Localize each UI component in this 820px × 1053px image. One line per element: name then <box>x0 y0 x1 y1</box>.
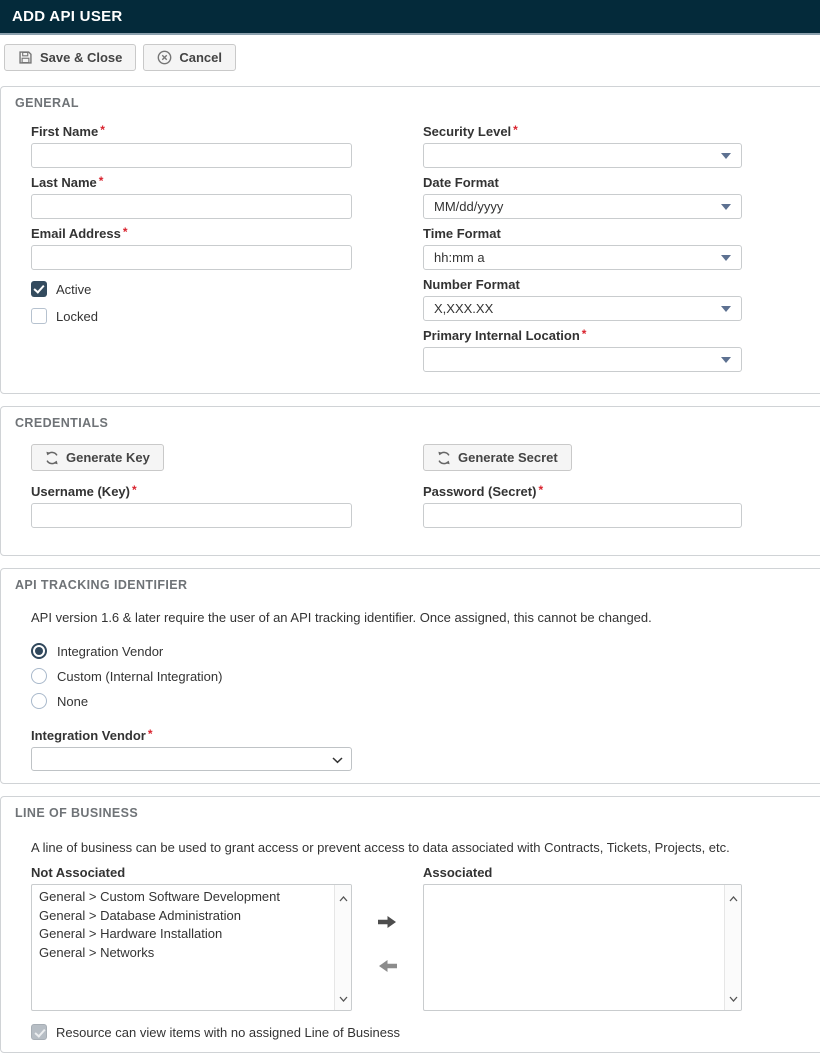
field-integration-vendor <box>31 728 820 771</box>
section-api-tracking-title: API TRACKING IDENTIFIER <box>15 578 188 592</box>
required-mark: * <box>581 327 587 341</box>
custom-internal-integration-radio-label: Custom (Internal Integration) <box>57 668 223 684</box>
not-associated-scrollbar[interactable] <box>334 885 351 1010</box>
section-general <box>0 86 820 394</box>
not-associated-listbox[interactable] <box>31 884 352 1011</box>
cancel-icon <box>157 50 172 65</box>
toolbar <box>0 35 820 86</box>
radio-row-integration-vendor <box>31 643 820 659</box>
last-name-label: Last Name * <box>31 174 104 190</box>
dropdown-caret-icon <box>721 306 731 312</box>
username-key-input[interactable] <box>31 503 352 528</box>
not-associated-label: Not Associated <box>31 865 126 880</box>
generate-key-button[interactable] <box>31 444 164 471</box>
generate-key-label: Generate Key <box>66 450 150 465</box>
required-mark: * <box>513 123 518 137</box>
line-of-business-description: A line of business can be used to grant access or prevent access to data associated with Contracts, Tickets, Projects, etc. <box>31 840 730 855</box>
field-date-format <box>423 175 742 219</box>
first-name-input[interactable] <box>31 143 352 168</box>
save-icon <box>18 50 33 65</box>
integration-vendor-select-label: Integration Vendor * <box>31 727 153 743</box>
dropdown-caret-icon <box>721 204 731 210</box>
primary-internal-location-label: Primary Internal Location * <box>423 327 587 343</box>
integration-vendor-radio[interactable] <box>31 643 47 659</box>
none-radio-label: None <box>57 693 89 709</box>
none-radio[interactable] <box>31 693 47 709</box>
api-tracking-description: API version 1.6 & later require the user of an API tracking identifier. Once assigned, this cannot be changed. <box>31 610 652 625</box>
cancel-button[interactable] <box>143 44 236 71</box>
chevron-down-icon <box>332 752 343 767</box>
email-address-input[interactable] <box>31 245 352 270</box>
email-address-label: Email Address * <box>31 225 128 241</box>
save-close-button[interactable] <box>4 44 136 71</box>
associated-scrollbar[interactable] <box>724 885 741 1010</box>
scroll-up-icon[interactable] <box>729 890 738 905</box>
generate-secret-button[interactable] <box>423 444 572 471</box>
number-format-value: X,XXX.XX <box>434 301 494 316</box>
locked-checkbox-row <box>31 308 352 324</box>
username-key-label: Username (Key) * <box>31 483 137 499</box>
field-last-name <box>31 175 352 219</box>
list-item[interactable]: General > Database Administration <box>39 907 241 923</box>
required-mark: * <box>147 727 153 741</box>
integration-vendor-radio-label: Integration Vendor <box>57 643 164 659</box>
scroll-down-icon[interactable] <box>339 990 348 1005</box>
field-time-format <box>423 226 742 270</box>
section-api-tracking <box>0 568 820 784</box>
section-credentials <box>0 406 820 556</box>
integration-vendor-select[interactable] <box>31 747 352 771</box>
time-format-label: Time Format <box>423 226 501 241</box>
required-mark: * <box>98 174 104 188</box>
time-format-value: hh:mm a <box>434 250 485 265</box>
section-line-of-business <box>0 796 820 1053</box>
first-name-label: First Name * <box>31 123 105 139</box>
radio-row-custom <box>31 668 820 684</box>
cancel-label: Cancel <box>179 50 223 65</box>
dropdown-caret-icon <box>721 255 731 261</box>
view-no-lob-checkbox-row <box>31 1024 820 1040</box>
section-credentials-title: CREDENTIALS <box>15 416 109 430</box>
locked-label: Locked <box>56 308 98 324</box>
dropdown-caret-icon <box>721 357 731 363</box>
required-mark: * <box>122 225 128 239</box>
generate-secret-label: Generate Secret <box>458 450 558 465</box>
field-number-format <box>423 277 742 321</box>
number-format-dropdown[interactable] <box>423 296 742 321</box>
security-level-dropdown[interactable] <box>423 143 742 168</box>
active-checkbox-row <box>31 281 352 297</box>
date-format-dropdown[interactable] <box>423 194 742 219</box>
section-line-of-business-title: LINE OF BUSINESS <box>15 806 139 820</box>
required-mark: * <box>538 483 544 497</box>
page-header <box>0 0 820 35</box>
date-format-value: MM/dd/yyyy <box>434 199 504 214</box>
field-first-name <box>31 124 352 168</box>
field-email-address <box>31 226 352 270</box>
move-right-arrow-button[interactable] <box>378 915 397 929</box>
associated-listbox[interactable] <box>423 884 742 1011</box>
primary-internal-location-dropdown[interactable] <box>423 347 742 372</box>
list-item[interactable]: General > Custom Software Development <box>39 889 280 904</box>
list-item[interactable]: General > Hardware Installation <box>39 926 223 941</box>
field-security-level <box>423 124 742 168</box>
time-format-dropdown[interactable] <box>423 245 742 270</box>
last-name-input[interactable] <box>31 194 352 219</box>
date-format-label: Date Format <box>423 175 499 190</box>
dropdown-caret-icon <box>721 153 731 159</box>
required-mark: * <box>100 123 105 137</box>
active-label: Active <box>56 281 92 297</box>
password-secret-input[interactable] <box>423 503 742 528</box>
required-mark: * <box>132 483 137 497</box>
field-password-secret <box>423 484 742 528</box>
view-no-lob-checkbox <box>31 1024 47 1040</box>
locked-checkbox[interactable] <box>31 308 47 324</box>
security-level-label: Security Level * <box>423 123 518 139</box>
field-primary-internal-location <box>423 328 742 372</box>
scroll-down-icon[interactable] <box>729 990 738 1005</box>
list-item[interactable]: General > Networks <box>39 944 155 960</box>
save-close-label: Save & Close <box>40 50 123 65</box>
custom-internal-integration-radio[interactable] <box>31 668 47 684</box>
section-general-title: GENERAL <box>15 96 79 110</box>
view-no-lob-label: Resource can view items with no assigned Line of Business <box>56 1024 400 1040</box>
associated-label: Associated <box>423 865 493 880</box>
field-username-key <box>31 484 352 528</box>
active-checkbox[interactable] <box>31 281 47 297</box>
refresh-icon <box>437 451 451 465</box>
password-secret-label: Password (Secret) * <box>423 483 544 499</box>
number-format-label: Number Format <box>423 277 520 292</box>
move-left-arrow-button[interactable] <box>378 959 397 973</box>
refresh-icon <box>45 451 59 465</box>
page-title: ADD API USER <box>12 8 123 25</box>
scroll-up-icon[interactable] <box>339 890 348 905</box>
radio-row-none <box>31 693 820 709</box>
